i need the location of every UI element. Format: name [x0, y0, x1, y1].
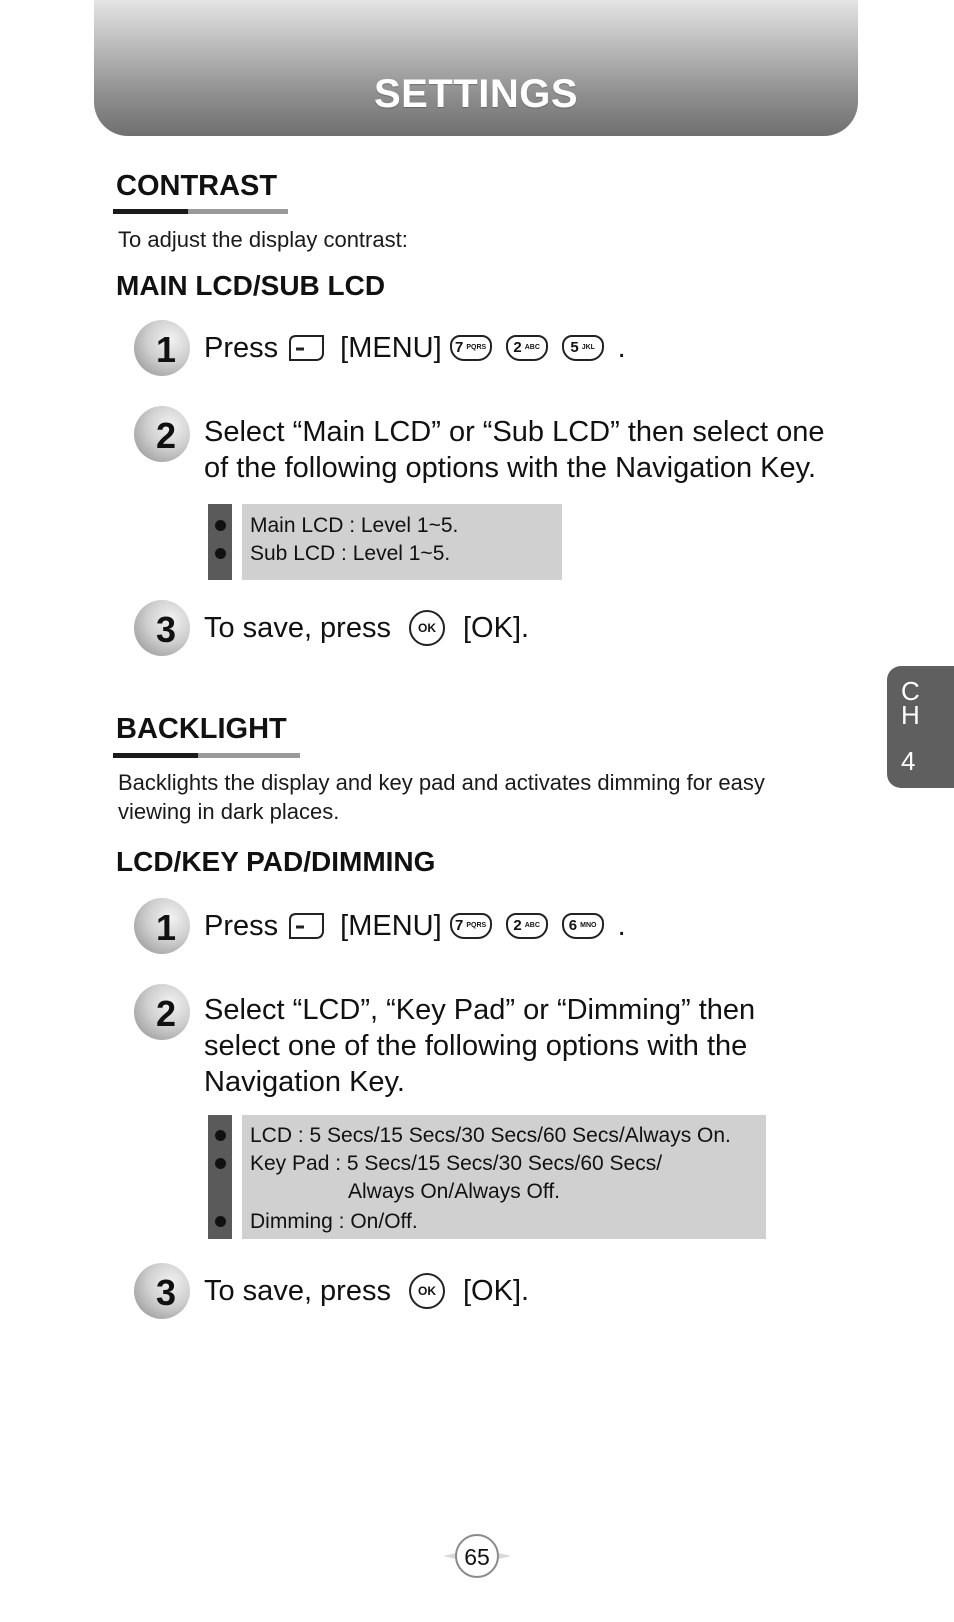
key-7-pqrs-icon: 7 PQRS: [450, 913, 492, 939]
ok-key-icon: OK: [409, 610, 445, 646]
bullet-icon: [215, 1158, 226, 1169]
backlight-section-title: BACKLIGHT: [116, 713, 287, 745]
contrast-description: To adjust the display contrast:: [118, 227, 408, 252]
backlight-options-box: [208, 1115, 766, 1239]
left-softkey-icon: [286, 910, 326, 942]
key-7-pqrs-icon: 7 PQRS: [450, 335, 492, 361]
step-number-badge: 3: [134, 1263, 194, 1323]
backlight-step-3: To save, press OK [OK].: [204, 1275, 530, 1307]
contrast-subheading: MAIN LCD/SUB LCD: [116, 270, 386, 301]
contrast-options-box: [208, 504, 562, 580]
bullet-icon: [215, 548, 226, 559]
backlight-step-1: Press [MENU] 7 PQRS 2 ABC 6 MNO .: [204, 910, 626, 942]
backlight-title-underline: [113, 753, 300, 758]
page-number: 65: [464, 1544, 490, 1570]
option-item: Main LCD : Level 1~5.: [250, 514, 459, 537]
backlight-subheading: LCD/KEY PAD/DIMMING: [116, 846, 436, 877]
backlight-step-2: Select “LCD”, “Key Pad” or “Dimming” then select one of the following options with the Navigation Key.: [204, 994, 756, 1098]
key-5-jkl-icon: 5 JKL: [562, 335, 604, 361]
option-item: Sub LCD : Level 1~5.: [250, 542, 451, 565]
step-number-badge: 3: [134, 600, 194, 660]
option-item: Key Pad : 5 Secs/15 Secs/30 Secs/60 Secs/: [250, 1152, 663, 1175]
page-header: [94, 0, 858, 136]
page-title: SETTINGS: [373, 72, 579, 116]
key-6-mno-icon: 6 MNO: [562, 913, 604, 939]
bullet-icon: [215, 520, 226, 531]
contrast-section-title: CONTRAST: [116, 170, 278, 202]
step-number-badge: 1: [134, 898, 194, 958]
bullet-icon: [215, 1130, 226, 1141]
bullet-icon: [215, 1216, 226, 1227]
contrast-step-2: Select “Main LCD” or “Sub LCD” then select one of the following options with the Navigation Key.: [204, 416, 825, 484]
contrast-title-underline: [113, 209, 288, 214]
step-number-badge: 2: [134, 406, 194, 466]
option-item: LCD : 5 Secs/15 Secs/30 Secs/60 Secs/Always On.: [250, 1124, 731, 1147]
backlight-description: Backlights the display and key pad and activates dimming for easy viewing in dark places.: [118, 770, 765, 824]
step-number-badge: 1: [134, 320, 194, 380]
contrast-step-1: Press [MENU] 7 PQRS 2 ABC 5 JKL .: [204, 332, 626, 364]
contrast-step-3: To save, press OK [OK].: [204, 612, 530, 644]
step-number-badge: 2: [134, 984, 194, 1044]
option-item-continuation: Always On/Always Off.: [348, 1180, 561, 1203]
ok-key-icon: OK: [409, 1273, 445, 1309]
key-2-abc-icon: 2 ABC: [506, 335, 548, 361]
chapter-tab: C H 4: [887, 666, 954, 788]
option-item: Dimming : On/Off.: [250, 1210, 418, 1233]
left-softkey-icon: [286, 332, 326, 364]
key-2-abc-icon: 2 ABC: [506, 913, 548, 939]
page-number-badge: [437, 1534, 517, 1578]
